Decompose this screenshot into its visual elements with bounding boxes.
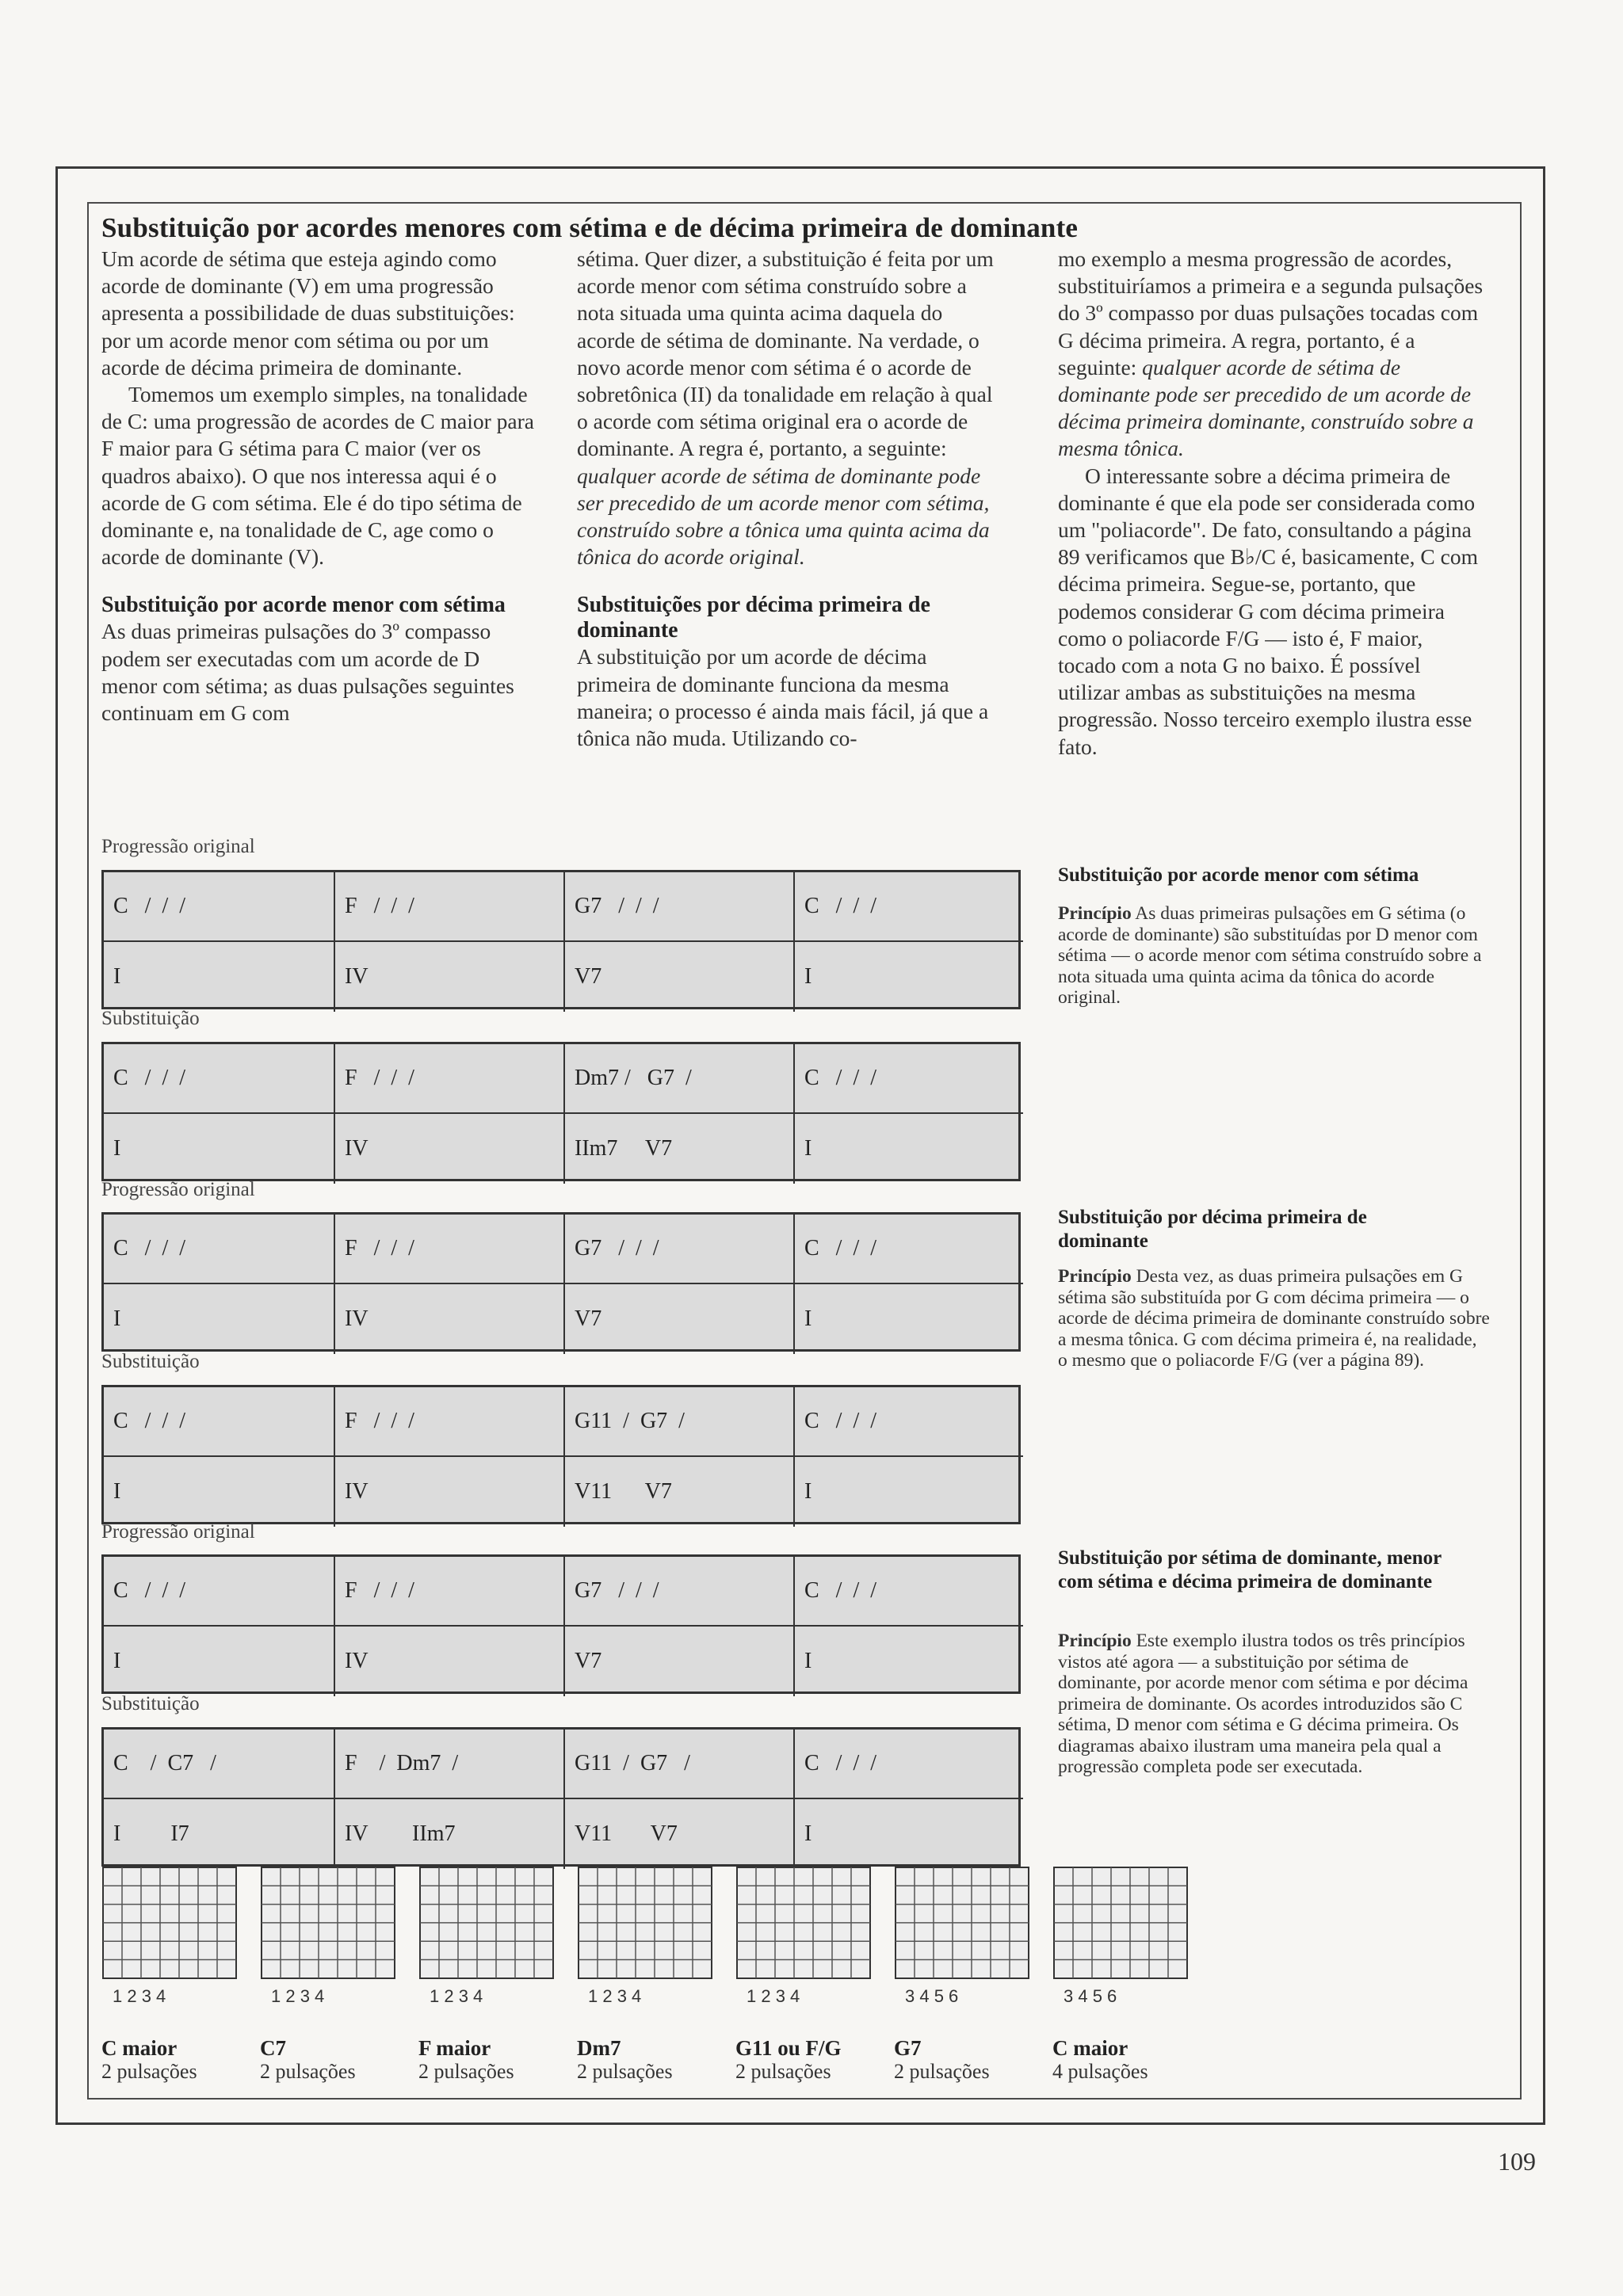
grid-cell: I xyxy=(804,1306,812,1331)
fretboard-icon xyxy=(894,1866,1033,2008)
chord-name: C maior xyxy=(101,2036,178,2060)
fret-numbers: 1 2 3 4 xyxy=(747,1986,800,2006)
grid-cell: V7 xyxy=(565,942,795,1012)
chord-duration: 2 pulsações xyxy=(418,2060,514,2083)
paragraph-text: mo exemplo a mesma progressão de acordes, substituiríamos a primeira e a segunda pulsações do 3º compasso por duas pulsações tocadas com G décima primeira. A regra, portanto, é a seguinte: xyxy=(1058,246,1484,379)
grid-cell: I xyxy=(804,1479,812,1504)
side-title: Substituição por décima primeira de dominante xyxy=(1058,1207,1367,1252)
principle-label: Princípio xyxy=(1058,903,1132,924)
paragraph: Tomemos um exemplo simples, na tonalidade de C: uma progressão de acordes de C maior para F maior para G sétima para C maior (ver os quadros abaixo). O que nos interessa aqui é o acorde de G com sétima. Ele é do tipo sétima de dominante e, na tonalidade de C, age como o acorde de dominante (V). xyxy=(101,382,534,570)
side-title: Substituição por acorde menor com sétima xyxy=(1058,864,1419,886)
paragraph: A substituição por um acorde de décima primeira de dominante funciona da mesma maneira; o processo é ainda mais fácil, já que a tônica não muda. Utilizando co- xyxy=(577,644,989,751)
chord-duration: 2 pulsações xyxy=(101,2060,197,2083)
fret-numbers: 1 2 3 4 xyxy=(430,1986,483,2006)
grid-cell: V7 xyxy=(565,1284,795,1354)
chord-grid xyxy=(101,1212,1021,1352)
grid-cell: V11 V7 xyxy=(565,1457,795,1527)
side-paragraph: Este exemplo ilustra todos os três princípios vistos até agora — a substituição por sétima de dominante, por acorde menor com sétima e por décima primeira de dominante. Os acordes introduzidos são C sétima, D menor com sétima e G décima primeira. Os diagramas abaixo ilustram uma maneira pela qual a progressão completa pode ser executada. xyxy=(1058,1630,1468,1777)
grid-cell: I xyxy=(804,964,812,989)
side-text xyxy=(1058,1266,1490,1371)
grid-cell: C / / / xyxy=(104,1557,335,1627)
paragraph: O interessante sobre a décima primeira de dominante é que ela pode ser considerada como um "poliacorde". De fato, consultando a página 89 verificamos que B♭/C é, basicamente, C com décima primeira. Segue-se, portanto, que podemos considerar G com décima primeira como o poliacorde F/G — isto é, F maior, tocado com a nota G no baixo. É possível utilizar ambas as substituições na mesma progressão. Nosso terceiro exemplo ilustra esse fato. xyxy=(1058,463,1478,759)
principle-label: Princípio xyxy=(1058,1630,1132,1651)
chord-name: G11 ou F/G xyxy=(735,2036,842,2060)
grid-cell: IV xyxy=(335,1114,565,1184)
fret-numbers: 1 2 3 4 xyxy=(271,1986,325,2006)
grid-cell: Dm7 / G7 / xyxy=(565,1044,795,1114)
grid-cell: F / / / xyxy=(335,1387,565,1457)
paragraph: Um acorde de sétima que esteja agindo como acorde de dominante (V) em uma progressão apresenta a possibilidade de duas substituições: por um acorde menor com sétima ou por um acorde de décima primeira de dominante. xyxy=(101,246,515,379)
grid-cell: I xyxy=(804,1649,812,1673)
grid-cell: I I7 xyxy=(104,1799,335,1869)
chord-duration: 2 pulsações xyxy=(260,2060,356,2083)
chord-diagram xyxy=(894,1866,1037,2008)
side-paragraph: As duas primeiras pulsações em G sétima (o acorde de dominante) são substituídas por D menor com sétima — o acorde menor com sétima construído sobre a nota situada uma quinta acima da tônica do acorde original. xyxy=(1058,903,1482,1008)
paragraph: As duas primeiras pulsações do 3º compasso podem ser executadas com um acorde de D menor com sétima; as duas pulsações seguintes continuam em G com xyxy=(101,619,514,726)
grid-cell: I xyxy=(804,1821,812,1846)
chord-duration: 2 pulsações xyxy=(735,2060,831,2083)
fret-numbers: 3 4 5 6 xyxy=(905,1986,959,2006)
chord-name: G7 xyxy=(894,2036,922,2060)
side-text xyxy=(1058,1630,1490,1778)
grid-cell: G11 / G7 / xyxy=(565,1387,795,1457)
chord-name: C maior xyxy=(1052,2036,1128,2060)
fret-numbers: 1 2 3 4 xyxy=(588,1986,642,2006)
rule-text: qualquer acorde de sétima de dominante pode ser precedido de um acorde de décima primeira dominante, construído sobre a mesma tônica. xyxy=(1058,354,1474,461)
chord-grid xyxy=(101,1385,1021,1524)
progression-label: Progressão original xyxy=(101,836,255,857)
side-paragraph: Desta vez, as duas primeira pulsações em G sétima são substituída por G com décima primeira — o acorde de décima primeira de dominante construído sobre a mesma tônica. G com décima primeira é, na realidade, o mesmo que o poliacorde F/G (ver a página 89). xyxy=(1058,1266,1490,1371)
chord-diagram xyxy=(1052,1866,1195,2008)
fretboard-icon xyxy=(418,1866,557,2008)
grid-cell: G7 / / / xyxy=(565,872,795,942)
grid-cell: V11 V7 xyxy=(565,1799,795,1869)
grid-cell: C / / / xyxy=(104,1387,335,1457)
fretboard-icon xyxy=(260,1866,399,2008)
grid-cell: I xyxy=(804,1136,812,1161)
grid-cell: F / Dm7 / xyxy=(335,1730,565,1799)
fretboard-icon xyxy=(101,1866,240,2008)
fretboard-icon xyxy=(577,1866,716,2008)
section-heading: Substituição por acorde menor com sétima xyxy=(101,593,506,618)
grid-cell: G11 / G7 / xyxy=(565,1730,795,1799)
grid-cell: C / / / xyxy=(795,1557,1023,1627)
grid-cell: C / / / xyxy=(795,1215,1023,1284)
chord-diagram xyxy=(418,1866,561,2008)
grid-cell: IV IIm7 xyxy=(335,1799,565,1869)
fretboard-icon xyxy=(735,1866,874,2008)
grid-cell: C / C7 / xyxy=(104,1730,335,1799)
grid-cell: C / / / xyxy=(795,1387,1023,1457)
text-column-2 xyxy=(577,246,1005,752)
chord-diagram xyxy=(577,1866,720,2008)
fretboard-icon xyxy=(1052,1866,1191,2008)
chord-diagram xyxy=(735,1866,878,2008)
grid-cell: I xyxy=(104,1114,335,1184)
rule-text: qualquer acorde de sétima de dominante pode ser precedido de um acorde menor com sétima, construído sobre a tônica uma quinta acima da tônica do acorde original. xyxy=(577,463,990,570)
grid-cell: C / / / xyxy=(104,1215,335,1284)
text-column-1 xyxy=(101,246,537,727)
progression-label: Progressão original xyxy=(101,1179,255,1200)
chord-duration: 2 pulsações xyxy=(577,2060,673,2083)
grid-cell: I xyxy=(104,1627,335,1696)
paragraph-text: sétima. Quer dizer, a substituição é feita por um acorde menor com sétima construído sobre a nota situada uma quinta acima daquela do acorde de sétima de dominante. Na verdade, o novo acorde menor com sétima é o acorde de sobretônica (II) da tonalidade em relação à qual o acorde com sétima original era o acorde de dominante. A regra é, portanto, a seguinte: xyxy=(577,246,994,461)
chord-diagram xyxy=(260,1866,403,2008)
grid-cell: C / / / xyxy=(795,872,1023,942)
grid-cell: G7 / / / xyxy=(565,1215,795,1284)
chord-diagram xyxy=(101,1866,244,2008)
side-text xyxy=(1058,903,1490,1009)
chord-duration: 2 pulsações xyxy=(894,2060,990,2083)
grid-cell: IV xyxy=(335,1457,565,1527)
grid-cell: I xyxy=(104,1457,335,1527)
grid-cell: IV xyxy=(335,942,565,1012)
grid-cell: F / / / xyxy=(335,1215,565,1284)
page-title: Substituição por acordes menores com sétima e de décima primeira de dominante xyxy=(101,212,1079,243)
grid-cell: C / / / xyxy=(795,1044,1023,1114)
chord-duration: 4 pulsações xyxy=(1052,2060,1148,2083)
grid-cell: C / / / xyxy=(104,872,335,942)
substitution-label: Substituição xyxy=(101,1693,200,1714)
grid-cell: V7 xyxy=(565,1627,795,1696)
grid-cell: F / / / xyxy=(335,1044,565,1114)
grid-cell: IV xyxy=(335,1284,565,1354)
progression-label: Progressão original xyxy=(101,1521,255,1543)
grid-cell: F / / / xyxy=(335,872,565,942)
grid-cell: C / / / xyxy=(104,1044,335,1114)
grid-cell: F / / / xyxy=(335,1557,565,1627)
grid-cell: IV xyxy=(335,1627,565,1696)
grid-cell: C / / / xyxy=(795,1730,1023,1799)
fret-numbers: 3 4 5 6 xyxy=(1064,1986,1117,2006)
chord-grid xyxy=(101,1727,1021,1867)
paragraph xyxy=(577,246,1005,570)
chord-grid xyxy=(101,1042,1021,1181)
principle-label: Princípio xyxy=(1058,1266,1132,1287)
substitution-label: Substituição xyxy=(101,1008,200,1029)
chord-grid xyxy=(101,1554,1021,1694)
side-title: Substituição por sétima de dominante, menor com sétima e décima primeira de dominante xyxy=(1058,1547,1442,1592)
grid-cell: I xyxy=(104,1284,335,1354)
grid-cell: I xyxy=(104,942,335,1012)
chord-grid xyxy=(101,870,1021,1009)
text-column-3 xyxy=(1058,246,1486,761)
page-number: 109 xyxy=(1498,2147,1536,2176)
fret-numbers: 1 2 3 4 xyxy=(113,1986,166,2006)
substitution-label: Substituição xyxy=(101,1351,200,1372)
chord-name: C7 xyxy=(260,2036,286,2060)
grid-cell: IIm7 V7 xyxy=(565,1114,795,1184)
section-heading: Substituições por décima primeira de dominante xyxy=(577,593,930,643)
chord-name: F maior xyxy=(418,2036,491,2060)
paragraph xyxy=(1058,246,1486,463)
chord-name: Dm7 xyxy=(577,2036,621,2060)
grid-cell: G7 / / / xyxy=(565,1557,795,1627)
